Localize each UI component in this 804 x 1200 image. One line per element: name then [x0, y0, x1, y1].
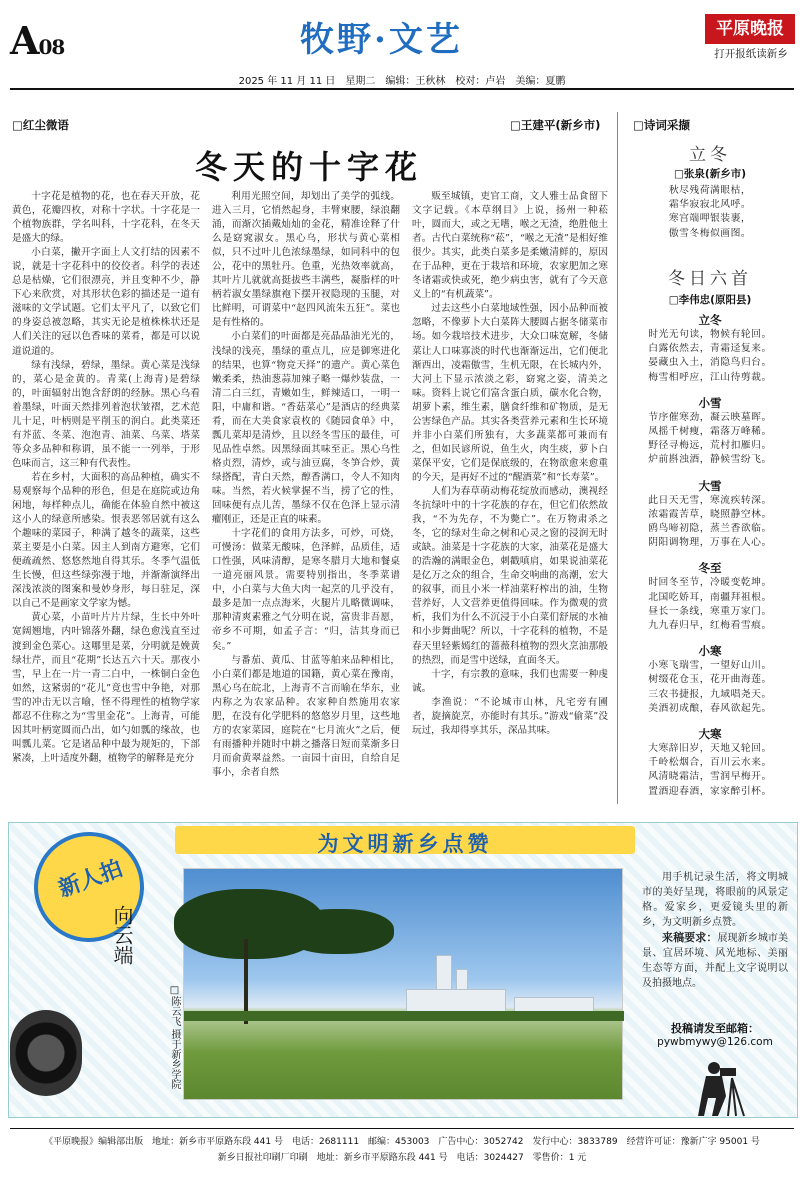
- footer-line-1: 《平原晚报》编辑部出版 地址：新乡市平原路东段 441 号 电话：2681111 邮编：453003 广告中心：3052742 发行中心：3833789 经营许可证：豫新广字 95001 号: [44, 1137, 760, 1147]
- poem-sections: [624, 312, 796, 799]
- poem-title: 冬日六首: [668, 269, 752, 289]
- poem-line: 时回冬至节，冷暖变乾坤。: [648, 577, 772, 589]
- poem-subtitle: 大雪: [698, 478, 722, 493]
- banner-title: 为文明新乡点赞: [317, 831, 493, 856]
- paragraph: 黄心菜，小苗叶片片片绿，生长中外叶宽阔翘地，内叶锦落外翻，绿色愈浅直至过渡到金色菜心。这哪里是菜，分明就是娩黄绿壮芹，而且“花期”长达五六十天。那夜小雪，早上在一片一青二白中，一株铜白金色如然，这紧弱的“花儿”竟也雪中争艳，对那雪的冲击无以言喻，怪不得理性的植物学家都忍不住称之为“雪里金花”。上海青，可能因其叶柄宽圆而凸出，如勺如瓢的缘故，也叫瓢儿菜。它是诸品种中最为规矩的，下部紧凑，上叶适度外翻，植物学的解释是充分: [12, 612, 200, 764]
- poem-section: [624, 312, 796, 385]
- page-letter: A: [10, 18, 39, 63]
- page-number: [10, 18, 64, 63]
- email-label: 投稿请发至邮箱：: [671, 1022, 759, 1035]
- poem-line: 霜华寂寂北风呼。: [668, 199, 752, 211]
- article-title: 冬天的十字花: [194, 148, 423, 186]
- poem-section: [624, 560, 796, 633]
- paragraph: 人们为春草萌动梅花绽放而感动，澳视经冬抗绿叶中的十字花族的存在，但它们依然故我，“不为先存，不为斃亡”。在万物肃杀之冬，它的绿对生命之树和心灵之窗的浸润无时或缺。油菜是十字花族的大家，油菜花是盛大的浩瀚的满眼金色，刺戳嗔肩，如果说油菜花是亿万之众的组合，生命交响曲的高潮，宏大的叙事，而且小米一样油菜籽榨出的油，生物营养好，人文营养更值得回味。作为微观的赏析，我们为什么不沉浸于小白菜们舒展的水袖和小步舞曲呢？所以，十字花科的植物，不是春天里轻紫嫣红的蔷薇科植物的烈火烹油那般的热烈，而是雪中送绿，直面冬天。: [412, 485, 608, 666]
- poem-author: □张泉(新乡市): [673, 168, 747, 180]
- poem-line: 炉前斟浊酒，静候雪纷飞。: [648, 454, 772, 466]
- poem-line: 晏藏虫入土，消隐鸟归台。: [648, 357, 772, 369]
- poem-line: 美酒初成酿，春风欲起先。: [648, 702, 772, 714]
- header-rule: [10, 88, 794, 90]
- column-label: □红尘微语: [12, 118, 69, 132]
- poem-title: 立冬: [689, 145, 731, 165]
- poem-line: 三农书捷报，九域唱尧天。: [648, 688, 772, 700]
- paragraph: 十字花是植物的花，也在春天开放，花黄色，花瓣四枚，对称十字状。十字花是一个植物族群，学名叫科，十字花科，在冬天是盛大的绿。: [12, 191, 200, 245]
- call-intro: 用手机记录生活，将文明城市的美好呈现，将眼前的风景定格。爱家乡，更爱镜头里的新乡，为文明新乡点赞。: [642, 872, 788, 928]
- newspaper-logo: 平原晚报: [705, 14, 795, 44]
- paragraph: 小白菜，撇开字面上人文打结的因素不说，就是十字花科中的佼佼者。科学的表述总是枯燥，它们很漂亮，并且变种不少，静下心来欣赏，对其形状色彩的描述是一道有滋味的文学试题。它们太平凡了，以致它们的身姿总被忽略，其实无论是植株株状还是人们关注的冠以色香味的菜肴，都是可以说道说道的。: [12, 247, 200, 357]
- footer-line-2: 新乡日报社印刷厂印刷 地址：新乡市平原路东段 441 号 电话：3024427 零售价：1 元: [217, 1153, 587, 1163]
- dateline: 2025 年 11 月 11 日 星期二 编辑：王秋林 校对：卢岩 美编：夏鹏: [238, 76, 566, 87]
- paragraph: 与番茄、黄瓜、甘蓝等舶来品种相比，小白菜们都是地道的国籍，黄心菜在豫南，黑心乌在皖北，上海青不言而喻在华东，业内称之为农家品种。农家种自然施用农家肥，在没有化学肥料的悠悠岁月里，这些地方的农家菜园，庭院在“七月流火”之后，便有雨播种并随时中耕之播落日短而菜渐多日月而俞黄翠益然。一亩园十亩田，自给自足事小，余者自然: [212, 654, 400, 778]
- paragraph: 过去这些小白菜地域性强，因小品种而被忽略，不像萝卜大白菜阵大腰圆占据冬储菜市场。如今栽培技术进步，大众口味宽解，冬储菜让人口味寡淡的时代也渐渐远出，它们便北渐西出，凌霜傲雪，生机无限，在长城内外，大河上下显示浓淡之彩，窈窕之姿，清美之味。资料上说它们富含蛋白质，碳水化合物，胡萝卜素，维生素，膳食纤维和矿物质，是无公害绿色产品。其实各类营养元素和生长环境并非小白菜们所独有，大多蔬菜都可兼而有之，但如民谚所说，鱼生火，肉生痰，萝卜白菜保平安，它们是保底级的，在物欲愈来愈重的今天，是再好不过的“醒酒菜”和“长寿菜”。: [412, 303, 608, 483]
- call-requirements-label: 来稿要求：: [662, 931, 718, 944]
- poem-line: 凤摇千树瘦，霜落万峰稀。: [648, 426, 772, 438]
- paragraph: 十字，有宗教的意味，我们也需要一种虔诚。: [412, 668, 608, 694]
- poem-author: □李伟忠(原阳县): [668, 294, 752, 306]
- paragraph: 利用光照空间，却划出了美学的弧线。进入三月，它悄然起身，丰臂柬腰，绿浪翻涌，而渐次插戴灿灿的金花，精准诠释了什么是窈窕淑女。黑心乌，形状与黄心菜相似，只不过叶儿色浓绿墨绿，如同科中的包公，花中的黑牡丹。色重，光热效率就高，其叶片儿就就高挺拔些丰满些，凝脂样的叶柄若淑女墨绿旗袍下摆开衩隐现的玉腿，对比鲜明，可谓菜中“赵四风流朱五狂”。菜也是有性格的。: [212, 191, 400, 329]
- poem-line: 白露依然去，青霜迳复来。: [648, 343, 772, 355]
- poem-subtitle: 小雪: [698, 395, 722, 410]
- poem-line: 大寒辞旧岁，天地又轮回。: [648, 743, 772, 755]
- poem-subtitle: 冬至: [698, 561, 722, 576]
- poem-subtitle: 小寒: [698, 644, 722, 659]
- poem-line: 梅雪相呼应，江山待剪裁。: [648, 371, 772, 383]
- poetry-column-label: □诗词采撷: [633, 118, 690, 132]
- poem-line: 此日天无雪，寒流疾转深。: [648, 494, 772, 506]
- page-digits: 08: [38, 35, 65, 59]
- article-column-2: [212, 190, 400, 804]
- email-address[interactable]: pywbmywy@126.com: [657, 1036, 773, 1048]
- building: [406, 989, 506, 1013]
- article-column-1: [12, 190, 200, 804]
- paragraph: 李渔说：“不论城市山林，凡宅旁有圃者，旋摘旋烹，亦能时有其乐。”游戏“偷菜”没玩过，我却得享其乐，深品其味。: [412, 696, 608, 736]
- poem-subtitle: 立冬: [698, 313, 722, 327]
- poem-line: 野径寻梅远，荒村扣雁归。: [648, 440, 772, 452]
- poem-line: 风清晓霜洁，雪润早梅开。: [648, 771, 772, 783]
- column-divider: [617, 112, 618, 804]
- poem-line: 阴阳调物理，万事在人心。: [648, 537, 772, 549]
- camera-lens-icon: [10, 1010, 82, 1096]
- tree-foliage: [284, 909, 394, 954]
- poem-section: [624, 478, 796, 551]
- poem-body: [624, 184, 796, 241]
- paragraph: 十字花们的食用方法多，可炒，可烧，可慢汤：做菜无酸味，色泽鲜，品质佳，适口性强，风味清醇，是寒冬腊月大地和餐桌一道亮丽风景。需要特别指出，冬季菜谱中，小白菜与大鱼大肉一起烹的几乎没有，最多是加一点点海米，火腿片儿略微调味，那种清爽素雅之气分明在说，富贵非吾愿，帝乡不可期，如孟子言：“归，洁其身而已矣。”: [212, 528, 400, 652]
- poem-line: 寒宫端呷银装裹，: [668, 213, 752, 225]
- badge-label: 新人拍: [55, 856, 126, 903]
- poem-subtitle: 大寒: [698, 727, 722, 742]
- call-requirements: 展现新乡城市美景、宜居环境、风光地标、美丽生态等方面，并配上文字说明以及拍摄地点。: [642, 933, 789, 989]
- photographer-icon: [692, 1060, 752, 1118]
- poem-line: 北国吃娇耳，南疆拜祖根。: [648, 591, 772, 603]
- poem-line: 傲雪冬梅似画图。: [668, 227, 752, 239]
- photo-credit: □陈云飞 摄于新乡学院: [169, 985, 180, 1090]
- poem-line: 秋尽残荷满眼枯，: [668, 185, 752, 196]
- paragraph: 贩至城镇，吏官工商，文人雅士品食留下文字记载。《本草纲目》上说，扬州一种菘叶，圆而大，或之无嗜，喉之无渣，绝胜他土者。古代白菜统称“菘”，“喉之无渣”是相好维很少。其实，此类白菜多是柔嫩清鲜的，原因在于品种，更在于栽培和环境，农家肥加之寒冬诸霜或快或死，绝少病虫害，就有了今天意义上的“有机蔬菜”。: [412, 191, 608, 301]
- paragraph: 若在乡村，大面积的高品种植，确实不易观察每个品种的形色，但是在庭院或边角闲地，每样种点儿，确能在体验自然中被这这小人的绿意所感染。恨表恶邻居就有这么个趣味的菜园子，种满了越冬的蔬菜，这些菜主要是小白菜。因主人到南方避寒，它们便疏疏然、悠悠然地自得其乐。冬季气温低生长慢，但这些绿弥漫于地，并渐渐演绎出深浅浓淡的图案和曼妙身形，每日驻足，深以自己不是画家文学家为憾。: [12, 471, 200, 610]
- photo-call-text: [642, 870, 788, 991]
- poem-line: 置酒迎春酒，家家醉引杯。: [648, 785, 772, 797]
- poem-line: 节序催寒劲，凝云映墓晖。: [648, 411, 772, 423]
- section-title: 牧野·文艺: [300, 20, 463, 60]
- poem-line: 昼长一条线，寒重万家门。: [648, 605, 772, 617]
- photo-title: 向云端: [110, 905, 134, 965]
- slogan: 打开报纸读新乡: [714, 48, 788, 60]
- paragraph: 绿有浅绿，碧绿，墨绿。黄心菜是浅绿的，菜心是金黄的。青菜(上海青)是碧绿的，叶面辐射出饱含舒朗的经脉。黑心乌看着墨绿，叶面天然排列着泡状皱褶，艺术范儿十足，叶柄则是平削玉的润白。此类菜还有芥蓝、冬菜、泡泡青、油菜、乌菜、塔菜等众多品种和称谓，虽不能一一列举，于形色味而言，这三种有代表性。: [12, 359, 200, 469]
- footer-rule: [10, 1128, 794, 1129]
- poem-line: 九九春归早，红梅看雪痕。: [648, 620, 772, 632]
- poem-section: [624, 643, 796, 716]
- poem-section: [624, 726, 796, 799]
- poem-line: 浓霜霞苦草，晓照静空林。: [648, 508, 772, 520]
- poem-line: 树缀花仓玉，花开曲海莲。: [648, 674, 772, 686]
- paragraph: 小白菜们的叶面都是亮晶晶油光光的，浅绿的浅亮，墨绿的重点儿，应是御寒进化的结果，也算“物竞天择”的遗产。黄心菜色嫩柔柔，热油葱蒜加辣子略一爆炒装盘，一清二白三红，青嫩如生，鲜辣适口，一明一阳，中庸和谐。“香菇菜心”是酒店的经典菜肴，而在大美食家袁枚的《随园食单》中，瓢儿菜却是清炒，且以经冬雪压的最佳，可见品性卓然。因黑绿面其味至正。黑心乌性格贞烈，清炒，或与油豆腐，冬笋合炒，黄绿搭配，青白天然，醇香满口，令人不知肉味。当然，若火候掌握不当，捞了它的性，回味便有点儿苦，墨绿不仅在色泽上显示清癯刚正，还是正直的味素。: [212, 331, 400, 526]
- poem-line: 鸥鸟啼初隐，蒸兰香欲临。: [648, 523, 772, 535]
- campus-photo: [183, 868, 623, 1100]
- poem-line: 小寒飞瑞雪，一望好山川。: [648, 660, 772, 672]
- article-column-3: [412, 190, 608, 804]
- tree-line: [184, 1011, 624, 1021]
- poem-section: [624, 395, 796, 468]
- article-author: □王建平(新乡市): [510, 118, 601, 132]
- poem-line: 时光无句读，物候有轮回。: [648, 329, 772, 340]
- poem-line: 千岭松烟合，百川云水来。: [648, 757, 772, 769]
